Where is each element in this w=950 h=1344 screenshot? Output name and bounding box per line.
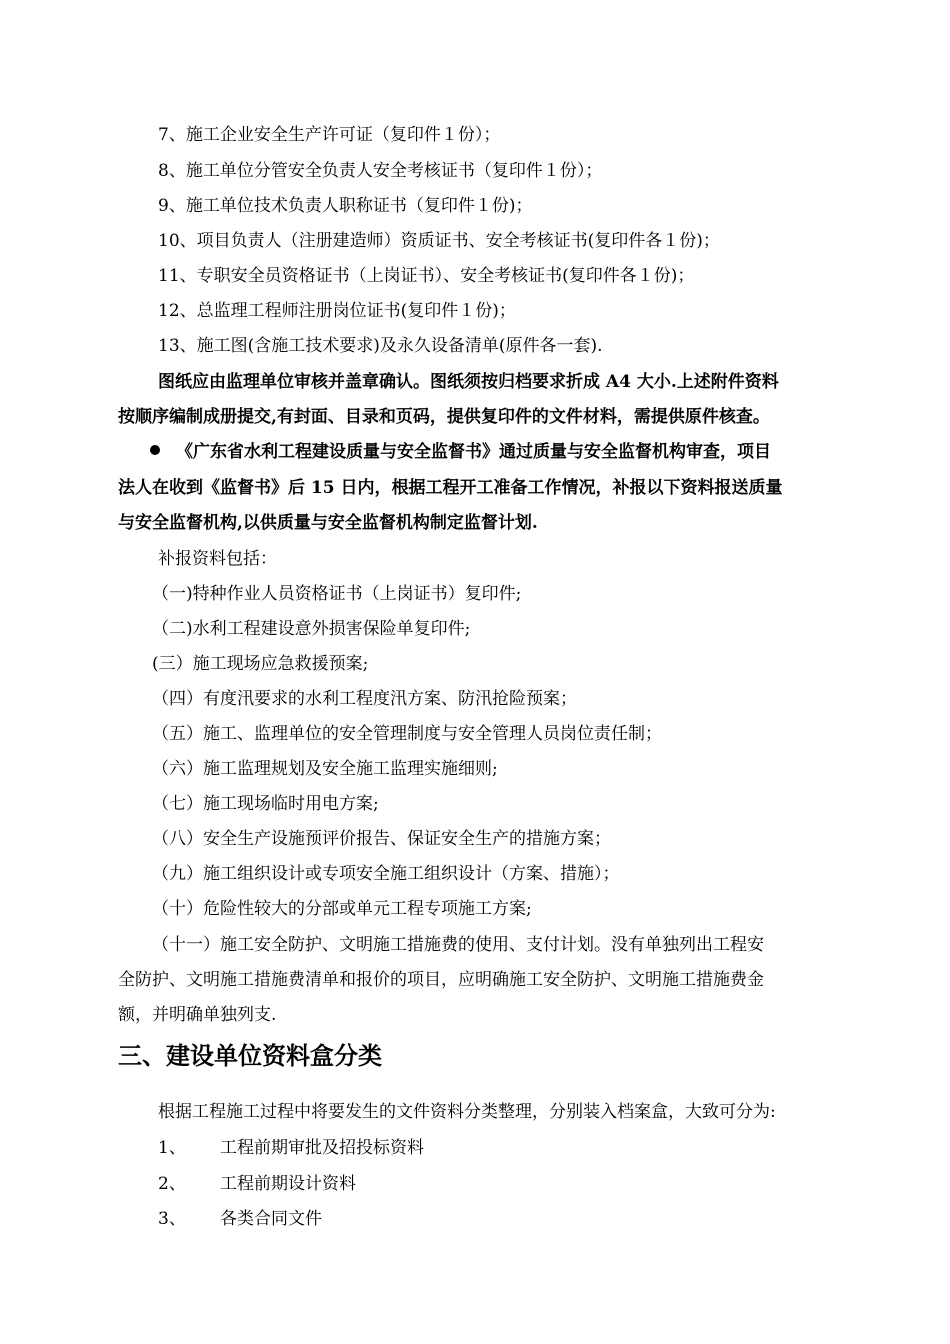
supplement-item-8: （八）安全生产设施预评价报告、保证安全生产的措施方案；	[152, 829, 611, 849]
attachment-item-11: 11、专职安全员资格证书（上岗证书）、安全考核证书(复印件各１份)；	[158, 266, 695, 286]
attachment-item-7: 7、施工企业安全生产许可证（复印件１份）；	[158, 125, 501, 145]
drawing-note-line-2: 按顺序编制成册提交,有封面、目录和页码，提供复印件的文件材料，需提供原件核查。	[118, 407, 770, 427]
supplement-item-7: （七）施工现场临时用电方案;	[152, 794, 379, 814]
supervision-note-line-2: 法人在收到《监督书》后 15 日内，根据工程开工准备工作情况，补报以下资料报送质量	[118, 478, 783, 498]
box-item-text: 各类合同文件	[220, 1209, 322, 1229]
attachment-item-13: 13、施工图(含施工技术要求)及永久设备清单(原件各一套).	[158, 336, 603, 356]
supplement-item-11-line-1: （十一）施工安全防护、文明施工措施费的使用、支付计划。没有单独列出工程安	[152, 935, 764, 955]
box-item-2	[158, 1172, 356, 1196]
bullet-icon	[150, 445, 160, 455]
supplement-item-4: （四）有度汛要求的水利工程度汛方案、防汛抢险预案；	[152, 689, 577, 709]
attachment-item-8: 8、施工单位分管安全负责人安全考核证书（复印件１份）；	[158, 161, 603, 181]
supplement-intro: 补报资料包括：	[158, 549, 277, 569]
supplement-item-5: （五）施工、监理单位的安全管理制度与安全管理人员岗位责任制；	[152, 724, 662, 744]
box-item-number: 1、	[158, 1138, 186, 1158]
attachment-item-9: 9、施工单位技术负责人职称证书（复印件１份)；	[158, 196, 533, 216]
section-heading: 三、建设单位资料盒分类	[118, 1041, 382, 1070]
supplement-item-3: (三）施工现场应急救援预案;	[152, 654, 369, 674]
box-item-number: 2、	[158, 1174, 186, 1194]
box-item-number: 3、	[158, 1209, 186, 1229]
supervision-note-line-1	[150, 440, 771, 464]
supplement-item-11-line-2: 全防护、文明施工措施费清单和报价的项目，应明确施工安全防护、文明施工措施费金	[118, 970, 764, 990]
attachment-item-12: 12、总监理工程师注册岗位证书(复印件１份)；	[158, 301, 516, 321]
section-intro: 根据工程施工过程中将要发生的文件资料分类整理，分别装入档案盒，大致可分为:	[158, 1102, 776, 1122]
supplement-item-6: （六）施工监理规划及安全施工监理实施细则;	[152, 759, 498, 779]
supplement-item-2: （二)水利工程建设意外损害保险单复印件;	[152, 619, 471, 639]
box-item-3	[158, 1207, 322, 1231]
attachment-item-10: 10、项目负责人（注册建造师）资质证书、安全考核证书(复印件各１份)；	[158, 231, 720, 251]
supervision-note-text-1: 《广东省水利工程建设质量与安全监督书》通过质量与安全监督机构审查，项目	[176, 442, 771, 462]
box-item-text: 工程前期审批及招投标资料	[220, 1138, 424, 1158]
supplement-item-9: （九）施工组织设计或专项安全施工组织设计（方案、措施）；	[152, 864, 620, 884]
box-item-1	[158, 1136, 424, 1160]
drawing-note-line-1: 图纸应由监理单位审核并盖章确认。图纸须按归档要求折成 A4 大小.上述附件资料	[158, 372, 779, 392]
supplement-item-10: （十）危险性较大的分部或单元工程专项施工方案;	[152, 899, 532, 919]
supplement-item-1: （一)特种作业人员资格证书（上岗证书）复印件;	[152, 584, 522, 604]
supervision-note-line-3: 与安全监督机构,以供质量与安全监督机构制定监督计划.	[118, 513, 538, 533]
box-item-text: 工程前期设计资料	[220, 1174, 356, 1194]
supplement-item-11-line-3: 额，并明确单独列支.	[118, 1005, 277, 1025]
